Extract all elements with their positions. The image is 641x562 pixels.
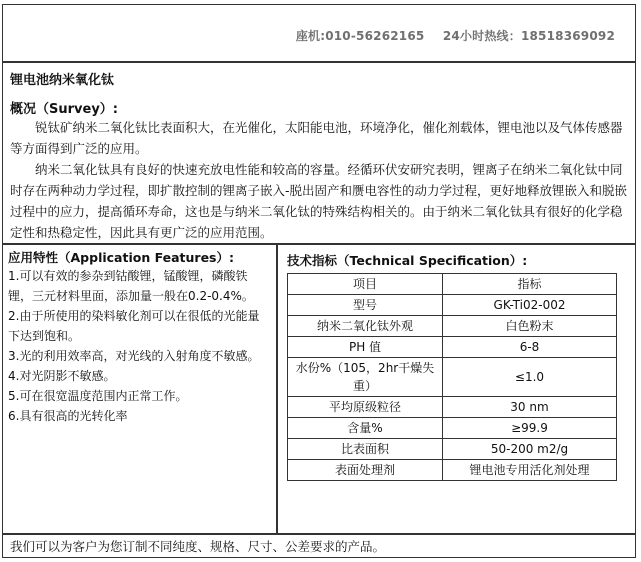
spec-item: 平均原级粒径 (288, 397, 443, 418)
spec-item: 项目 (288, 274, 443, 295)
table-row (288, 397, 617, 418)
spec-value: 6-8 (443, 337, 617, 358)
technical-specification (277, 244, 636, 534)
product-overview (2, 62, 636, 244)
spec-item: 纳米二氧化钛外观 (288, 316, 443, 337)
survey-paragraph-1: 锐钛矿纳米二氧化钛比表面积大，在光催化，太阳能电池，环境净化，催化剂载体，锂电池以及气体传感器等方面得到广泛的应用。 (10, 120, 623, 156)
spec-item: 比表面积 (288, 439, 443, 460)
contact-header (2, 4, 636, 62)
feature-item: 1.可以有效的参杂到钴酸锂，锰酸锂，磷酸铁锂，三元材料里面，添加量一般在0.2-0.4%。 (8, 269, 254, 303)
contact-info (282, 27, 615, 44)
phone-number: 座机:010-56262165 (295, 29, 425, 43)
spec-value: 指标 (443, 274, 617, 295)
feature-item: 2.由于所使用的染料敏化剂可以在很低的光能量下达到饱和。 (8, 309, 260, 343)
spec-item: 水份%（105，2hr干燥失重） (288, 358, 443, 397)
feature-item: 6.具有很高的光转化率 (8, 409, 128, 423)
table-row (288, 460, 617, 481)
spec-header-row (288, 274, 617, 295)
table-row (288, 439, 617, 460)
features-heading: 应用特性（Application Features）: (8, 250, 234, 265)
spec-value: 50-200 m2/g (443, 439, 617, 460)
table-row (288, 418, 617, 439)
spec-value: 锂电池专用活化剂处理 (443, 460, 617, 481)
spec-value: ≥99.9 (443, 418, 617, 439)
survey-heading: 概况（Survey）: (10, 102, 118, 117)
table-row (288, 316, 617, 337)
spec-item: 含量% (288, 418, 443, 439)
table-row (288, 295, 617, 316)
survey-paragraph-2: 纳米二氧化钛具有良好的快速充放电性能和较高的容量。经循环伏安研究表明，锂离子在纳米二氧化钛中同时存在两种动力学过程，即扩散控制的锂离子嵌入-脱出固产和赝电容性的动力学过程，更好地释放锂嵌入和脱嵌过程中的应力，提高循环寿命，这也是与纳米二氧化钛的特殊结构相关的。由于纳米二氧化钛具有很好的化学稳定性和热稳定性，因此具有更广泛的应用范围。 (10, 162, 628, 240)
feature-item: 5.可在很宽温度范围内正常工作。 (8, 389, 188, 403)
spec-table (287, 273, 617, 481)
feature-item: 3.光的利用效率高，对光线的入射角度不敏感。 (8, 349, 260, 363)
spec-heading: 技术指标（Technical Specification）: (287, 253, 528, 268)
product-title: 锂电池纳米氧化钛 (10, 73, 115, 88)
spec-item: 型号 (288, 295, 443, 316)
hotline-number: 24小时热线：18518369092 (442, 29, 615, 43)
spec-value: 白色粉末 (443, 316, 617, 337)
spec-value: 30 nm (443, 397, 617, 418)
custom-order-note: 我们可以为客户为您订制不同纯度、规格、尺寸、公差要求的产品。 (2, 534, 636, 558)
spec-value: ≤1.0 (443, 358, 617, 397)
feature-item: 4.对光阴影不敏感。 (8, 369, 116, 383)
application-features (2, 244, 277, 534)
spec-item: PH 值 (288, 337, 443, 358)
spec-item: 表面处理剂 (288, 460, 443, 481)
table-row (288, 358, 617, 397)
spec-value: GK-Ti02-002 (443, 295, 617, 316)
table-row (288, 337, 617, 358)
